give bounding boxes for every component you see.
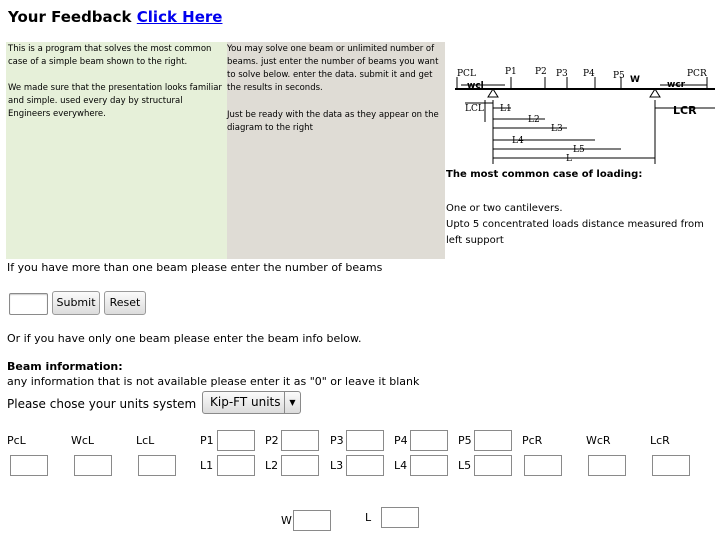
feedback-title: Your Feedback <box>8 8 132 26</box>
l4-label: L4 <box>394 459 408 472</box>
p5-input[interactable] <box>474 430 512 451</box>
l3-input[interactable] <box>346 455 384 476</box>
beam-count-input[interactable] <box>9 293 48 315</box>
l1-input[interactable] <box>217 455 255 476</box>
diagram-label: L2 <box>528 115 540 125</box>
l3-label: L3 <box>330 459 344 472</box>
units-selected-value: Kip-FT units <box>210 395 281 409</box>
pcl-input[interactable] <box>10 455 48 476</box>
p5-label: P5 <box>458 434 472 447</box>
reset-button[interactable]: Reset <box>104 291 146 315</box>
p2-input[interactable] <box>281 430 319 451</box>
diagram-label: W <box>630 75 640 85</box>
feedback-heading <box>8 8 222 26</box>
diagram-label: P2 <box>535 67 547 77</box>
lcr-label: LcR <box>650 434 670 447</box>
diagram-label: L5 <box>573 145 585 155</box>
units-select[interactable] <box>202 391 301 414</box>
intro-paragraph: This is a program that solves the most common case of a simple beam shown to the right. <box>8 44 212 67</box>
diagram-label: P1 <box>505 67 517 77</box>
l2-label: L2 <box>265 459 279 472</box>
loading-description <box>446 201 720 249</box>
loading-line: One or two cantilevers. <box>446 203 563 214</box>
dropdown-arrow-icon: ▼ <box>284 392 300 413</box>
diagram-label: PCL <box>457 69 476 79</box>
intro-paragraph: We made sure that the presentation looks familiar and simple. used every day by structural Engineers everywhere. <box>8 83 222 119</box>
feedback-link[interactable]: Click Here <box>136 8 223 26</box>
intro-paragraph: Just be ready with the data as they appear on the diagram to the right <box>227 110 439 133</box>
l4-input[interactable] <box>410 455 448 476</box>
l1-label: L1 <box>200 459 214 472</box>
diagram-label: wcl <box>467 81 484 91</box>
l2-input[interactable] <box>281 455 319 476</box>
loading-caption: The most common case of loading: <box>446 169 643 180</box>
diagram-label: L <box>566 154 572 164</box>
loading-line: Upto 5 concentrated loads distance measured from left support <box>446 219 704 246</box>
diagram-label: PCR <box>687 69 707 79</box>
w-label: W <box>281 514 292 527</box>
intro-column-left <box>6 42 227 259</box>
p3-input[interactable] <box>346 430 384 451</box>
lcr-input[interactable] <box>652 455 690 476</box>
wcr-input[interactable] <box>588 455 626 476</box>
diagram-label: P5 <box>613 71 625 81</box>
units-label: Please chose your units system <box>7 397 197 411</box>
diagram-label: L3 <box>551 124 563 134</box>
lcl-input[interactable] <box>138 455 176 476</box>
diagram-label: wcr <box>667 80 686 90</box>
diagram-label: L1 <box>500 104 512 114</box>
beam-diagram-image <box>445 42 720 167</box>
diagram-label: P3 <box>556 69 568 79</box>
pcr-label: PcR <box>522 434 543 447</box>
left-support-icon <box>488 89 498 97</box>
beam-diagram-panel <box>445 42 720 259</box>
single-beam-prompt: Or if you have only one beam please enter the beam info below. <box>7 332 362 345</box>
diagram-label: LCL <box>465 104 484 114</box>
l-label: L <box>365 511 372 524</box>
p3-label: P3 <box>330 434 344 447</box>
l5-label: L5 <box>458 459 472 472</box>
intro-column-middle <box>227 42 445 259</box>
pcr-input[interactable] <box>524 455 562 476</box>
p1-label: P1 <box>200 434 214 447</box>
pcl-label: PcL <box>7 434 26 447</box>
wcl-input[interactable] <box>74 455 112 476</box>
intro-paragraph: You may solve one beam or unlimited number of beams. just enter the number of beams you want to solve below. enter the data. submit it and get the results in seconds. <box>227 44 439 93</box>
p4-label: P4 <box>394 434 408 447</box>
p1-input[interactable] <box>217 430 255 451</box>
wcl-label: WcL <box>71 434 95 447</box>
w-input[interactable] <box>293 510 331 531</box>
diagram-label: P4 <box>583 69 595 79</box>
beam-info-note: any information that is not available please enter it as "0" or leave it blank <box>7 375 420 388</box>
l5-input[interactable] <box>474 455 512 476</box>
diagram-label: LCR <box>673 104 697 117</box>
right-support-icon <box>650 89 660 97</box>
lcl-label: LcL <box>136 434 155 447</box>
l-input[interactable] <box>381 507 419 528</box>
p2-label: P2 <box>265 434 279 447</box>
diagram-label: L4 <box>512 136 524 146</box>
beam-info-heading: Beam information: <box>7 360 123 373</box>
multi-beam-prompt: If you have more than one beam please enter the number of beams <box>7 261 383 274</box>
submit-button[interactable]: Submit <box>52 291 100 315</box>
wcr-label: WcR <box>586 434 611 447</box>
p4-input[interactable] <box>410 430 448 451</box>
